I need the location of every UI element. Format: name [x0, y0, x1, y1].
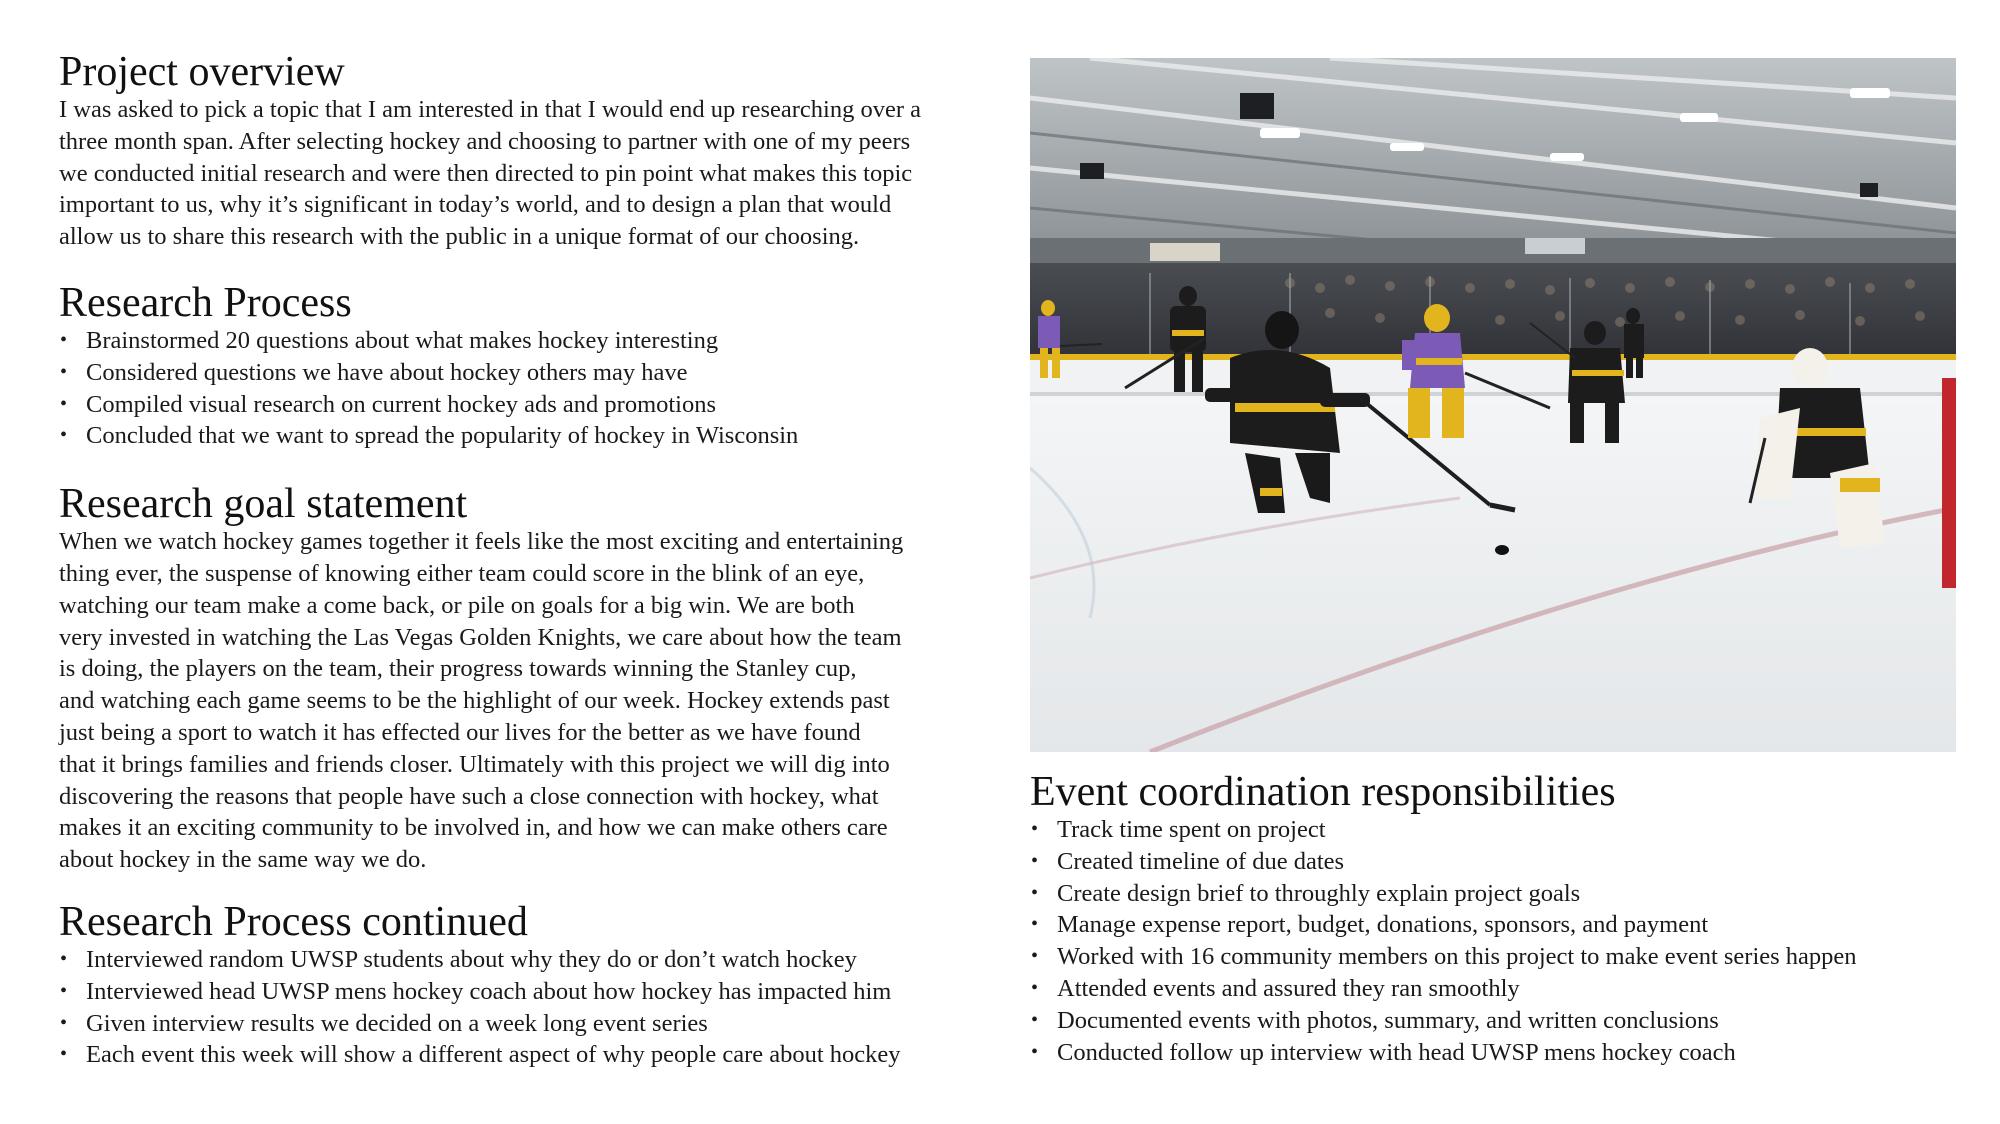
right-column [1030, 58, 1960, 752]
research-process-heading: Research Process [59, 279, 352, 326]
bullet-icon: • [60, 947, 68, 970]
goal-line: watching our team make a come back, or pile on goals for a big win. We are both [59, 591, 855, 619]
overview-line: I was asked to pick a topic that I am interested in that I would end up researching over a [59, 96, 921, 123]
overview-line: allow us to share this research with the public in a unique format of our choosing. [59, 223, 860, 251]
goal-line: makes it an exciting community to be involved in, and how we can make others care [59, 814, 888, 842]
goal-line: that it brings families and friends closer. Ultimately with this project we will dig into [59, 750, 890, 778]
overview-line: important to us, why it’s significant in today’s world, and to design a plan that would [59, 191, 892, 219]
goal-line: discovering the reasons that people have such a close connection with hockey, what [59, 782, 879, 810]
goal-line: When we watch hockey games together it feels like the most exciting and entertaining [59, 528, 904, 556]
bullet-icon: • [60, 328, 68, 351]
overview-line: we conducted initial research and were then directed to pin point what makes this topic [59, 159, 913, 187]
overview-heading: Project overview [59, 49, 345, 95]
list-item: • Create design brief to throughly explain project goals [1030, 878, 1970, 910]
goal-line: about hockey in the same way we do. [59, 846, 427, 874]
bullet-icon: • [60, 1043, 68, 1066]
list-item: • Interviewed random UWSP students about why they do or don’t watch hockey [59, 944, 989, 976]
left-column [59, 50, 989, 1071]
list-item: • Each event this week will show a different aspect of why people care about hockey [59, 1039, 989, 1071]
bullet-icon: • [1031, 976, 1039, 999]
list-item: • Concluded that we want to spread the popularity of hockey in Wisconsin [59, 420, 989, 452]
research-process-list [59, 325, 989, 452]
goal-line: very invested in watching the Las Vegas Golden Knights, we care about how the team [59, 623, 902, 651]
bullet-icon: • [1031, 1008, 1039, 1031]
bullet-icon: • [1031, 945, 1039, 968]
hockey-game-photo [1030, 58, 1956, 752]
event-section [1030, 770, 1970, 1068]
goal-line: is doing, the players on the team, their progress towards winning the Stanley cup, [59, 655, 857, 683]
bullet-icon: • [1031, 881, 1039, 904]
list-item: • Manage expense report, budget, donations, sponsors, and payment [1030, 909, 1970, 941]
bullet-icon: • [60, 424, 68, 447]
goal-line: just being a sport to watch it has effected our lives for the better as we have found [59, 718, 861, 746]
research-continued-heading: Research Process continued [59, 898, 528, 945]
bullet-icon: • [60, 1011, 68, 1034]
list-item: • Attended events and assured they ran smoothly [1030, 973, 1970, 1005]
event-heading: Event coordination responsibilities [1030, 769, 1616, 815]
bullet-icon: • [60, 979, 68, 1002]
list-item: • Considered questions we have about hockey others may have [59, 357, 989, 389]
overview-paragraph [59, 94, 989, 253]
list-item: • Worked with 16 community members on this project to make event series happen [1030, 941, 1970, 973]
overview-section [59, 50, 989, 253]
overview-line: three month span. After selecting hockey and choosing to partner with one of my peers [59, 127, 911, 155]
list-item: • Interviewed head UWSP mens hockey coach about how hockey has impacted him [59, 976, 989, 1008]
list-item: • Documented events with photos, summary, and written conclusions [1030, 1005, 1970, 1037]
goal-line: and watching each game seems to be the highlight of our week. Hockey extends past [59, 687, 890, 715]
bullet-icon: • [60, 360, 68, 383]
goal-line: thing ever, the suspense of knowing either team could score in the blink of an eye, [59, 559, 865, 587]
list-item: • Conducted follow up interview with head UWSP mens hockey coach [1030, 1037, 1970, 1069]
bullet-icon: • [1031, 849, 1039, 872]
list-item: • Track time spent on project [1030, 814, 1970, 846]
list-item: • Created timeline of due dates [1030, 846, 1970, 878]
bullet-icon: • [1031, 1040, 1039, 1063]
research-process-section [59, 281, 989, 452]
goal-section [59, 482, 989, 876]
bullet-icon: • [1031, 913, 1039, 936]
bullet-icon: • [60, 392, 68, 415]
list-item: • Given interview results we decided on a week long event series [59, 1008, 989, 1040]
hockey-photo-illustration [1030, 58, 1956, 752]
list-item: • Compiled visual research on current hockey ads and promotions [59, 389, 989, 421]
goal-paragraph [59, 526, 989, 876]
research-continued-section [59, 900, 989, 1071]
event-list [1030, 814, 1970, 1068]
bullet-icon: • [1031, 818, 1039, 840]
goal-heading: Research goal statement [59, 481, 468, 528]
list-item: • Brainstormed 20 questions about what makes hockey interesting [59, 325, 989, 357]
research-continued-list [59, 944, 989, 1071]
